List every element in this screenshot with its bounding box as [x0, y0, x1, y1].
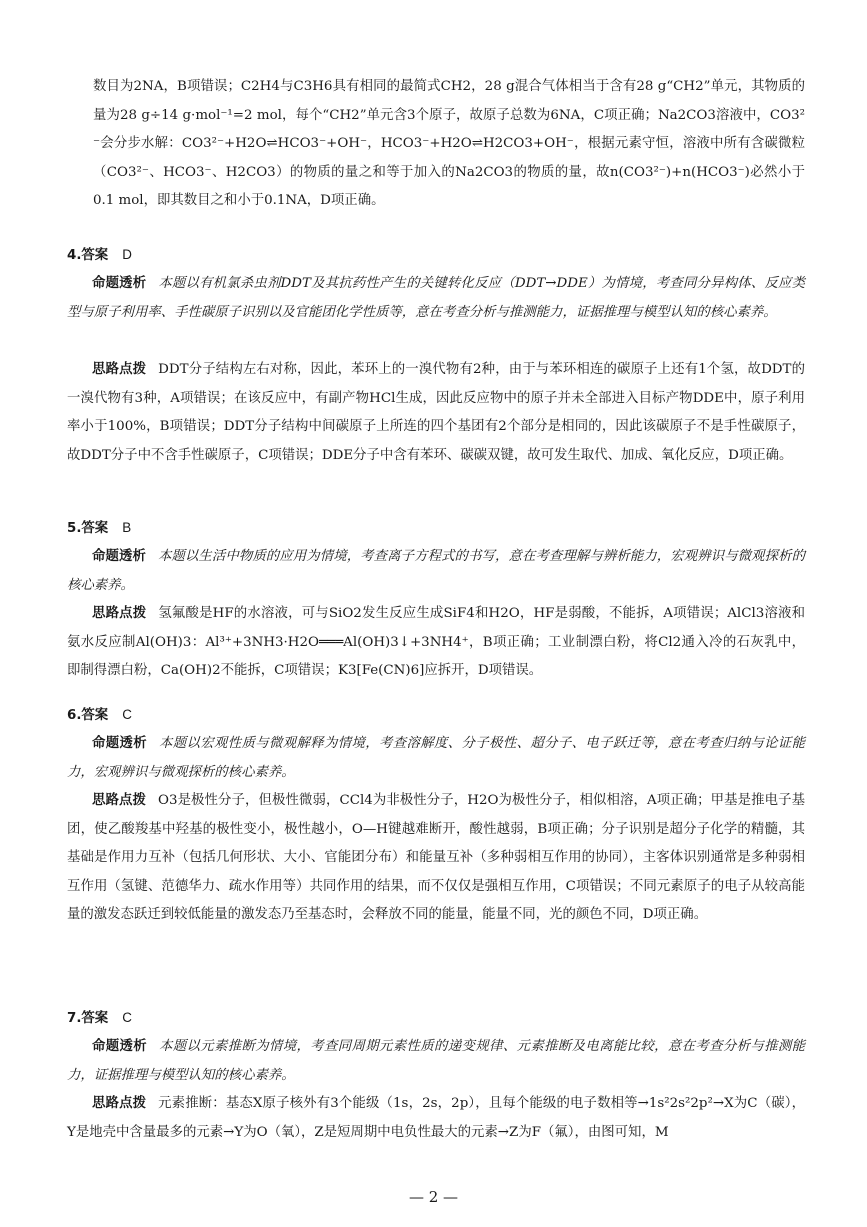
analysis-text: 本题以宏观性质与微观解释为情境，考查溶解度、分子极性、超分子、电子跃迁等，意在考查归纳与论证能力，宏观辨识与微观探析的核心素养。: [67, 736, 806, 780]
hint-text: 氢氟酸是HF的水溶液，可与SiO2发生反应生成SiF4和H2O，HF是弱酸，不能拆，A项错误；AlCl3溶液和氨水反应制Al(OH)3：Al³⁺+3NH3·H2O═══Al(OH)3↓+3NH4⁺，B项正确；工业制漂白粉，将Cl2通入冷的石灰乳中，即制得漂白粉，Ca(OH)2不能拆，C项错误；K3[Fe(CN)6]应拆开，D项错误。: [67, 606, 805, 679]
question-7-hint: [67, 1090, 805, 1147]
hint-text: 元素推断：基态X原子核外有3个能级（1s，2s，2p），且每个能级的电子数相等→1s²2s²2p²→X为C（碳），Y是地壳中含量最多的元素→Y为O（氧），Z是短周期中电负性最大的元素→Z为F（氟），由图可知，M: [67, 1096, 805, 1140]
hint-label: 思路点拨: [92, 362, 147, 377]
answer-label: 答案: [81, 521, 109, 536]
question-6-hint: [67, 787, 805, 930]
answer-value: C: [122, 1010, 132, 1025]
analysis-label: 命题透析: [92, 276, 147, 291]
analysis-text: 本题以元素推断为情境，考查同周期元素性质的递变规律、元素推断及电离能比较，意在考查分析与推测能力，证据推理与模型认知的核心素养。: [67, 1039, 806, 1083]
question-5-hint: [67, 600, 805, 686]
question-number: 6.: [67, 708, 82, 723]
question-number: 5.: [67, 521, 82, 536]
analysis-text: 本题以有机氯杀虫剂DDT及其抗药性产生的关键转化反应（DDT→DDE）为情境，考查同分异构体、反应类型与原子利用率、手性碳原子识别以及官能团化学性质等，意在考查分析与推测能力，证据推理与模型认知的核心素养。: [67, 276, 805, 320]
question-4-answer-line: [67, 241, 827, 271]
answer-value: C: [122, 707, 132, 722]
question-5-analysis: [67, 543, 805, 600]
answer-label: 答案: [81, 1011, 109, 1026]
question-number: 7.: [67, 1011, 82, 1026]
answer-label: 答案: [81, 248, 109, 263]
hint-label: 思路点拨: [92, 1096, 147, 1111]
analysis-text: 本题以生活中物质的应用为情境，考查离子方程式的书写，意在考查理解与辨析能力，宏观辨识与微观探析的核心素养。: [67, 549, 806, 593]
hint-label: 思路点拨: [92, 606, 147, 621]
question-4-analysis: [67, 270, 805, 327]
question-6-analysis: [67, 730, 805, 787]
continuation-paragraph: 数目为2NA，B项错误；C2H4与C3H6具有相同的最简式CH2，28 g混合气体相当于含有28 g“CH2”单元，其物质的量为28 g÷14 g·mol⁻¹=2 mol，每个“CH2”单元含3个原子，故原子总数为6NA，C项正确；Na2CO3溶液中，CO3²⁻会分步水解：CO3²⁻+H2O⇌HCO3⁻+OH⁻，HCO3⁻+H2O⇌H2CO3+OH⁻，根据元素守恒，溶液中所有含碳微粒（CO3²⁻、HCO3⁻、H2CO3）的物质的量之和等于加入的Na2CO3的物质的量，故n(CO3²⁻)+n(HCO3⁻)必然小于0.1 mol，即其数目之和小于0.1NA，D项正确。: [93, 79, 805, 209]
question-4-hint: [67, 356, 805, 470]
hint-text: DDT分子结构左右对称，因此，苯环上的一溴代物有2种，由于与苯环相连的碳原子上还有1个氢，故DDT的一溴代物有3种，A项错误；在该反应中，有副产物HCl生成，因此反应物中的原子并未全部进入目标产物DDE中，原子利用率小于100%，B项错误；DDT分子结构中间碳原子上所连的四个基团有2个部分是相同的，因此该碳原子不是手性碳原子，故DDT分子中不含手性碳原子，C项错误；DDE分子中含有苯环、碳碳双键，故可发生取代、加成、氧化反应，D项正确。: [67, 362, 806, 463]
question-7-answer-line: [67, 1004, 827, 1034]
hint-text: O3是极性分子，但极性微弱，CCl4为非极性分子，H2O为极性分子，相似相溶，A项正确；甲基是推电子基团，使乙酸羧基中羟基的极性变小，极性越小，O—H键越难断开，酸性越弱，B项正确；分子识别是超分子化学的精髓，其基础是作用力互补（包括几何形状、大小、官能团分布）和能量互补（多种弱相互作用的协同），主客体识别通常是多种弱相互作用（氢键、范德华力、疏水作用等）共同作用的结果，而不仅仅是强相互作用，C项错误；不同元素原子的电子从较高能量的激发态跃迁到较低能量的激发态乃至基态时，会释放不同的能量，能量不同，光的颜色不同，D项正确。: [67, 793, 806, 923]
answer-value: D: [122, 247, 132, 262]
analysis-label: 命题透析: [92, 1039, 148, 1054]
question-6-answer-line: [67, 701, 827, 731]
answer-label: 答案: [81, 708, 109, 723]
question-5-answer-line: [67, 514, 827, 544]
question-7-analysis: [67, 1033, 805, 1090]
analysis-label: 命题透析: [92, 736, 148, 751]
question-number: 4.: [67, 248, 82, 263]
hint-label: 思路点拨: [92, 793, 146, 808]
answer-value: B: [122, 520, 132, 535]
analysis-label: 命题透析: [92, 549, 146, 564]
page-number: — 2 —: [408, 1188, 459, 1206]
